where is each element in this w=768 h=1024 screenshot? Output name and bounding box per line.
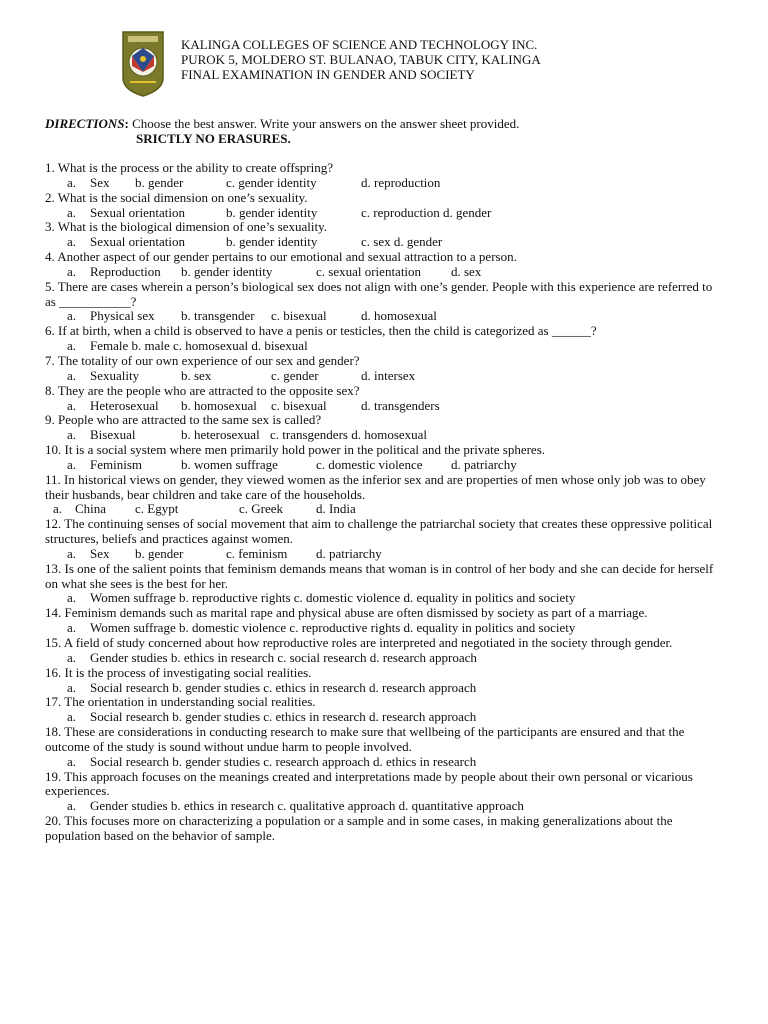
question-text: 16. It is the process of investigating social realities. (45, 664, 312, 680)
directions-colon: : (124, 116, 129, 131)
answer-option: Women suffrage b. reproductive rights c. domestic violence d. equality in politics and society (90, 590, 576, 606)
answer-option: d. intersex (361, 367, 416, 383)
question-text: 9. People who are attracted to the same sex is called? (45, 412, 322, 428)
answer-option: Social research b. gender studies c. ethics in research d. research approach (90, 709, 477, 725)
answer-option: Social research b. gender studies c. ethics in research d. research approach (90, 679, 477, 695)
option-letter: a. (67, 545, 77, 561)
answer-option: Women suffrage b. domestic violence c. reproductive rights d. equality in politics and society (90, 620, 576, 636)
exam-title: FINAL EXAMINATION IN GENDER AND SOCIETY (181, 66, 475, 82)
option-letter: a. (67, 620, 77, 636)
question-text: 12. The continuing senses of social movement that aim to challenge the patriarchal society that creates these oppressive political structures, beliefs and practices against women. (45, 516, 713, 547)
answer-option: d. India (316, 501, 356, 517)
directions-label: DIRECTIONS (45, 116, 125, 131)
question-text: 18. These are considerations in conducting research to make sure that wellbeing of the participants are ensured and that the outcome of the study is sound without undue harm to people involved. (45, 724, 685, 754)
question-text: 8. They are the people who are attracted to the opposite sex? (45, 382, 360, 398)
answer-options (45, 309, 725, 324)
question-text: 17. The orientation in understanding social realities. (45, 694, 316, 710)
answer-options (45, 502, 725, 517)
answer-option: b. gender (135, 174, 184, 190)
answer-options (45, 799, 725, 814)
question-text: 15. A field of study concerned about how reproductive roles are interpreted and negotiated in the society through gender. (45, 635, 673, 650)
answer-options (45, 591, 725, 606)
question-text: 14. Feminism demands such as marital rape and physical abuse are often dismissed by society as part of a marriage. (45, 605, 648, 621)
question-text: 13. Is one of the salient points that feminism demands means that woman is in control of her body and she can decide for herself on what she sees is the best for her. (45, 560, 714, 591)
answer-options (45, 621, 725, 636)
question-text: 20. This focuses more on characterizing a population or a sample and in some cases, in making generalizations about the population based on the behavior of sample. (45, 813, 673, 843)
question-text: 1. What is the process or the ability to create offspring? (45, 160, 333, 175)
answer-options (45, 651, 725, 666)
answer-options (45, 428, 725, 443)
option-letter: a. (67, 367, 77, 383)
answer-option: d. homosexual (361, 308, 437, 324)
question-text: 5. There are cases wherein a person’s biological sex does not align with one’s gender. People with this experience are referred to as ___________? (45, 278, 713, 309)
answer-option: Social research b. gender studies c. research approach d. ethics in research (90, 753, 477, 769)
school-name: KALINGA COLLEGES OF SCIENCE AND TECHNOLOGY INC. (181, 37, 538, 52)
answer-option: Gender studies b. ethics in research c. social research d. research approach (90, 649, 477, 665)
answer-options (45, 755, 725, 770)
school-seal-logo (120, 28, 166, 98)
school-header (181, 38, 541, 82)
option-letter: a. (67, 174, 77, 190)
question-text: 6. If at birth, when a child is observed to have a penis or testicles, then the child is categorized as ______? (45, 323, 597, 339)
option-letter: a. (67, 679, 77, 695)
answer-option: d. patriarchy (316, 545, 382, 561)
answer-options (45, 399, 725, 414)
answer-option: d. sex (451, 263, 482, 279)
question-text: 11. In historical views on gender, they viewed women as the inferior sex and are properties of men whose only job was to obey their husbands, bear children and take care of the households. (45, 471, 706, 502)
school-address: PUROK 5, MOLDERO ST. BULANAO, TABUK CITY, KALINGA (181, 51, 541, 67)
option-letter: a. (67, 590, 77, 606)
answer-option: Sex (90, 174, 110, 190)
answer-option: b. sex (181, 367, 212, 383)
option-letter: a. (67, 456, 77, 472)
answer-option: b. gender identity (181, 263, 273, 279)
answer-option: c. domestic violence (316, 456, 423, 472)
answer-options (45, 547, 725, 562)
answer-option: Sexuality (90, 367, 140, 383)
answer-option: Sexual orientation (90, 234, 185, 250)
answer-option: c. sex d. gender (361, 234, 443, 250)
answer-option: c. Greek (239, 501, 284, 517)
answer-option: b. gender identity (226, 234, 318, 250)
question-text: 10. It is a social system where men primarily hold power in the political and the private spheres. (45, 442, 546, 458)
option-letter: a. (67, 263, 77, 279)
answer-option: c. bisexual (271, 397, 327, 413)
answer-option: Heterosexual (90, 397, 159, 413)
answer-option: c. transgenders d. homosexual (270, 427, 428, 443)
answer-options (45, 681, 725, 696)
answer-option: c. Egypt (135, 501, 179, 517)
option-letter: a. (67, 649, 77, 665)
answer-option: c. bisexual (271, 308, 327, 324)
answer-option: b. gender (135, 545, 184, 561)
answer-options (45, 339, 725, 354)
question-text: 4. Another aspect of our gender pertains to our emotional and sexual attraction to a person. (45, 249, 517, 265)
answer-option: Feminism (90, 456, 143, 472)
answer-option: China (75, 501, 107, 517)
answer-option: Bisexual (90, 427, 136, 443)
answer-option: c. reproduction d. gender (361, 204, 492, 220)
directions (45, 116, 519, 131)
answer-option: d. reproduction (361, 174, 441, 190)
answer-option: b. homosexual (181, 397, 257, 413)
answer-option: Female b. male c. homosexual d. bisexual (90, 338, 308, 354)
option-letter: a. (67, 753, 77, 769)
answer-option: Sexual orientation (90, 204, 185, 220)
answer-options (45, 206, 725, 221)
option-letter: a. (67, 234, 77, 250)
answer-option: c. gender identity (226, 174, 317, 190)
question-text: 7. The totality of our own experience of our sex and gender? (45, 352, 360, 368)
answer-option: Reproduction (90, 263, 161, 279)
option-letter: a. (67, 427, 77, 443)
answer-options (45, 710, 725, 725)
answer-option: b. heterosexual (181, 427, 260, 443)
no-erasures-warning: SRICTLY NO ERASURES. (136, 131, 291, 146)
answer-option: Sex (90, 545, 110, 561)
answer-options (45, 176, 725, 191)
answer-options (45, 265, 725, 280)
answer-option: b. women suffrage (181, 456, 278, 472)
answer-option: b. gender identity (226, 204, 318, 220)
answer-option: b. transgender (181, 308, 255, 324)
answer-option: Physical sex (90, 308, 155, 324)
answer-option: c. sexual orientation (316, 263, 422, 279)
question-text: 3. What is the biological dimension of one’s sexuality. (45, 219, 327, 235)
directions-text: Choose the best answer. Write your answers on the answer sheet provided. (128, 116, 520, 131)
answer-option: d. transgenders (361, 397, 440, 413)
answer-option: c. feminism (226, 545, 288, 561)
answer-options (45, 369, 725, 384)
option-letter: a. (67, 308, 77, 324)
option-letter: a. (67, 709, 77, 725)
question-text: 2. What is the social dimension on one’s sexuality. (45, 189, 308, 205)
question-text: 19. This approach focuses on the meanings created and interpretations made by people about their own personal or vicarious experiences. (45, 768, 693, 799)
option-letter: a. (67, 338, 77, 354)
option-letter: a. (67, 204, 77, 220)
option-letter: a. (53, 501, 63, 517)
answer-option: Gender studies b. ethics in research c. qualitative approach d. quantitative approach (90, 798, 524, 814)
option-letter: a. (67, 798, 77, 814)
option-letter: a. (67, 397, 77, 413)
answer-options (45, 458, 725, 473)
answer-option: d. patriarchy (451, 456, 517, 472)
question-list (45, 161, 725, 844)
answer-option: c. gender (271, 367, 319, 383)
answer-options (45, 235, 725, 250)
